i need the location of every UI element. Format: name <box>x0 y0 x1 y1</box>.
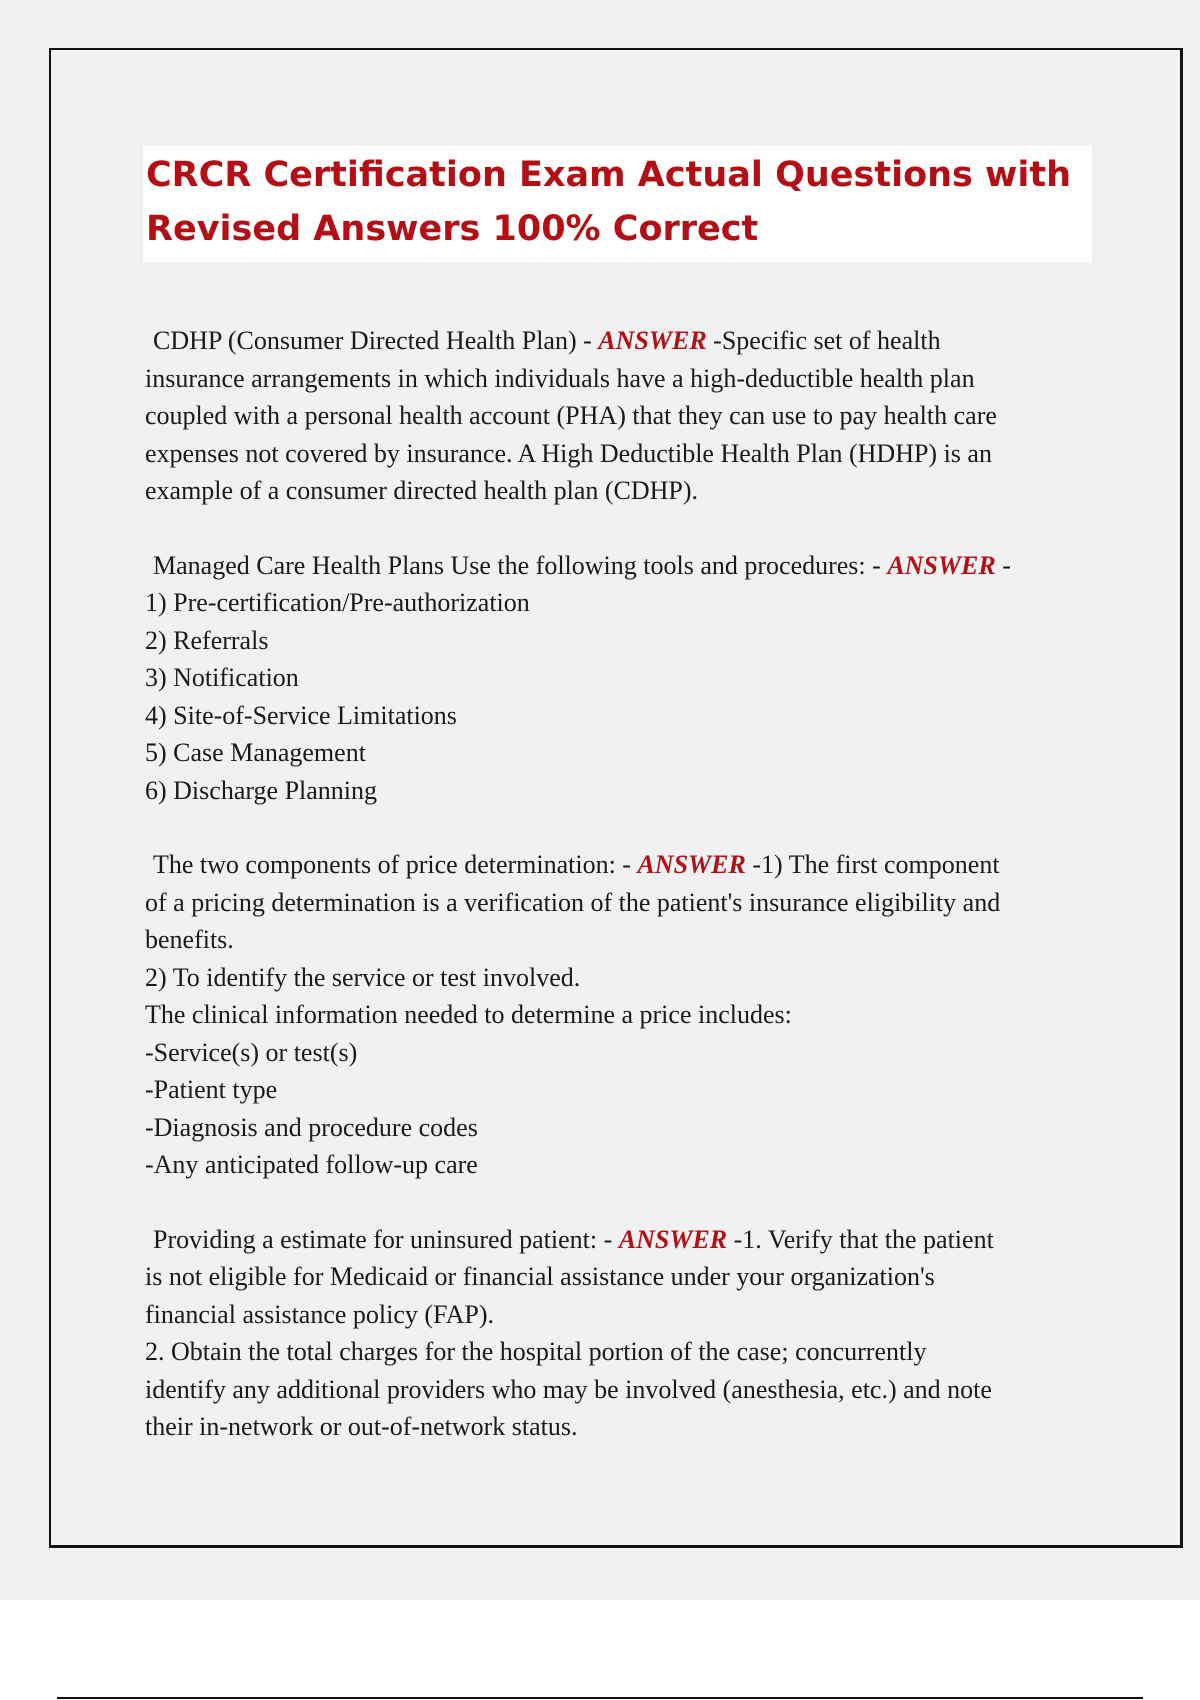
answer-line: benefits. <box>145 925 234 954</box>
answer-line: identify any additional providers who may be involved (anesthesia, etc.) and note <box>145 1374 992 1404</box>
answer-line: -Service(s) or test(s) <box>145 1037 358 1067</box>
answer-line: -Diagnosis and procedure codes <box>145 1112 478 1142</box>
answer-label: ANSWER <box>598 326 707 355</box>
answer-line: 2. Obtain the total charges for the hospital portion of the case; concurrently <box>145 1337 927 1366</box>
answer-line: 5) Case Management <box>145 738 366 767</box>
answer-line: 2) To identify the service or test involved. <box>145 962 581 992</box>
qa-item-uninsured-estimate <box>145 1221 1090 1446</box>
answer-line: 2) Referrals <box>145 625 269 655</box>
answer-line: insurance arrangements in which individuals have a high-deductible health plan <box>145 363 975 393</box>
document-title: CRCR Certification Exam Actual Questions with Revised Answers 100% Correct <box>146 155 1072 249</box>
answer-line: 6) Discharge Planning <box>145 775 378 805</box>
qa-content <box>145 322 1090 1483</box>
answer-label: ANSWER <box>618 1224 728 1254</box>
answer-line: is not eligible for Medicaid or financial assistance under your organization's <box>145 1262 935 1291</box>
answer-line: The clinical information needed to determine a price includes: <box>145 1000 792 1029</box>
question-text: Managed Care Health Plans Use the following tools and procedures: - <box>153 550 888 580</box>
title-box <box>143 146 1092 262</box>
footer-rule <box>57 1697 1143 1699</box>
answer-line: -Any anticipated follow-up care <box>145 1150 478 1179</box>
answer-line: financial assistance policy (FAP). <box>145 1299 494 1329</box>
qa-first-line <box>145 322 1090 360</box>
qa-first-line <box>145 547 1090 585</box>
qa-item-managed-care <box>145 547 1090 810</box>
answer-label: ANSWER <box>637 850 746 879</box>
question-text: Providing a estimate for uninsured patient: - <box>153 1224 619 1254</box>
qa-item-cdhp <box>145 322 1090 510</box>
answer-line: expenses not covered by insurance. A High Deductible Health Plan (HDHP) is an <box>145 438 992 468</box>
answer-line: 3) Notification <box>145 663 299 692</box>
qa-first-line <box>145 846 1090 884</box>
question-text: The two components of price determination: - <box>153 850 638 879</box>
answer-text: -1. Verify that the patient <box>727 1224 994 1254</box>
answer-line: coupled with a personal health account (PHA) that they can use to pay health care <box>145 401 997 430</box>
answer-text: -1) The first component <box>745 850 1000 879</box>
answer-line: of a pricing determination is a verification of the patient's insurance eligibility and <box>145 887 1001 917</box>
answer-text: - <box>995 550 1011 580</box>
question-text: CDHP (Consumer Directed Health Plan) - <box>153 326 599 355</box>
qa-first-line <box>145 1221 1090 1259</box>
answer-label: ANSWER <box>887 550 996 580</box>
answer-text: -Specific set of health <box>706 326 941 355</box>
qa-item-price-determination <box>145 846 1090 1184</box>
answer-line: example of a consumer directed health plan (CDHP). <box>145 476 699 505</box>
answer-line: 4) Site-of-Service Limitations <box>145 700 457 730</box>
answer-line: 1) Pre-certification/Pre-authorization <box>145 588 530 617</box>
answer-line: -Patient type <box>145 1075 278 1104</box>
answer-line: their in-network or out-of-network status. <box>145 1412 578 1441</box>
